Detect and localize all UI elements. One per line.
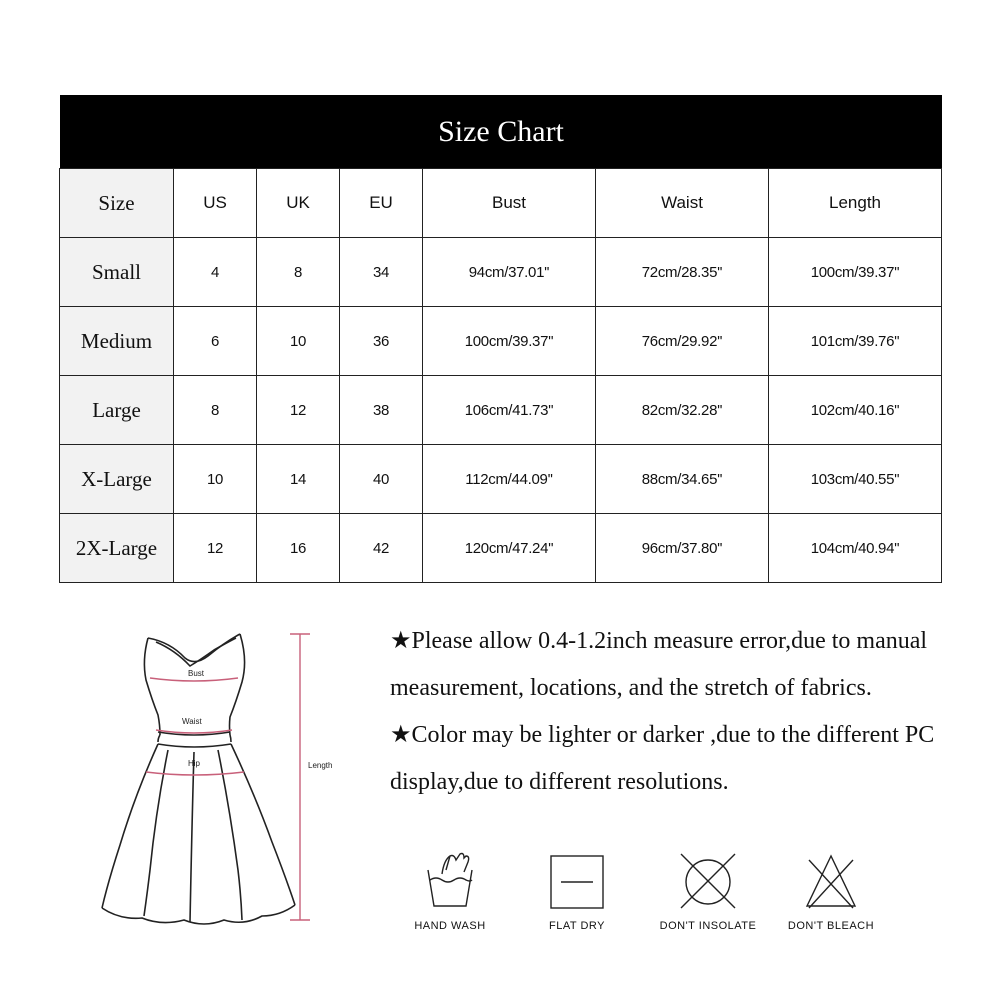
size-name-cell: 2X-Large bbox=[60, 514, 174, 583]
size-name-cell: Large bbox=[60, 376, 174, 445]
bust-cell: 94cm/37.01'' bbox=[423, 238, 596, 307]
eu-cell: 38 bbox=[340, 376, 423, 445]
eu-cell: 36 bbox=[340, 307, 423, 376]
us-cell: 10 bbox=[174, 445, 257, 514]
header-uk: UK bbox=[257, 169, 340, 238]
uk-cell: 8 bbox=[257, 238, 340, 307]
table-row bbox=[60, 445, 942, 514]
header-us: US bbox=[174, 169, 257, 238]
length-cell: 102cm/40.16'' bbox=[769, 376, 942, 445]
waist-cell: 88cm/34.65'' bbox=[596, 445, 769, 514]
size-chart-table bbox=[59, 168, 942, 583]
length-cell: 104cm/40.94'' bbox=[769, 514, 942, 583]
care-dont-bleach bbox=[766, 850, 896, 932]
bust-cell: 106cm/41.73'' bbox=[423, 376, 596, 445]
dont-bleach-icon bbox=[801, 850, 861, 912]
bust-label: Bust bbox=[188, 669, 205, 678]
header-bust: Bust bbox=[423, 169, 596, 238]
dress-measurement-diagram bbox=[90, 620, 360, 940]
uk-cell: 12 bbox=[257, 376, 340, 445]
waist-cell: 76cm/29.92'' bbox=[596, 307, 769, 376]
us-cell: 8 bbox=[174, 376, 257, 445]
header-length: Length bbox=[769, 169, 942, 238]
table-row bbox=[60, 238, 942, 307]
eu-cell: 42 bbox=[340, 514, 423, 583]
eu-cell: 34 bbox=[340, 238, 423, 307]
waist-measure-line bbox=[156, 730, 232, 733]
bust-cell: 112cm/44.09'' bbox=[423, 445, 596, 514]
dont-bleach-label: DON'T BLEACH bbox=[787, 920, 875, 932]
table-row bbox=[60, 376, 942, 445]
size-name-cell: X-Large bbox=[60, 445, 174, 514]
hip-measure-line bbox=[146, 772, 244, 775]
size-name-cell: Small bbox=[60, 238, 174, 307]
length-label: Length bbox=[308, 761, 333, 770]
waist-label: Waist bbox=[182, 717, 202, 726]
bust-measure-line bbox=[150, 678, 238, 681]
header-size: Size bbox=[60, 169, 174, 238]
dont-insolate-icon bbox=[675, 850, 741, 912]
waist-cell: 82cm/32.28'' bbox=[596, 376, 769, 445]
care-dont-insolate bbox=[643, 850, 773, 932]
bust-cell: 100cm/39.37'' bbox=[423, 307, 596, 376]
care-flat-dry bbox=[512, 850, 642, 932]
uk-cell: 10 bbox=[257, 307, 340, 376]
hand-wash-icon bbox=[420, 850, 480, 912]
us-cell: 12 bbox=[174, 514, 257, 583]
waist-cell: 96cm/37.80'' bbox=[596, 514, 769, 583]
dont-insolate-label: DON'T INSOLATE bbox=[659, 920, 757, 932]
length-cell: 100cm/39.37'' bbox=[769, 238, 942, 307]
size-chart-title: Size Chart bbox=[60, 95, 942, 168]
hip-label: Hip bbox=[188, 759, 201, 768]
table-header-row bbox=[60, 169, 942, 238]
bust-cell: 120cm/47.24'' bbox=[423, 514, 596, 583]
table-row bbox=[60, 307, 942, 376]
flat-dry-icon bbox=[547, 850, 607, 912]
length-cell: 101cm/39.76'' bbox=[769, 307, 942, 376]
table-row bbox=[60, 514, 942, 583]
flat-dry-label: FLAT DRY bbox=[549, 920, 605, 932]
size-name-cell: Medium bbox=[60, 307, 174, 376]
note-measure-error: ★Please allow 0.4-1.2inch measure error,due to manual measurement, locations, and the stretch of fabrics. bbox=[390, 628, 928, 701]
us-cell: 6 bbox=[174, 307, 257, 376]
note-color-difference: ★Color may be lighter or darker ,due to the different PC display,due to different resolutions. bbox=[390, 722, 935, 795]
uk-cell: 14 bbox=[257, 445, 340, 514]
header-waist: Waist bbox=[596, 169, 769, 238]
measurement-notes bbox=[390, 618, 950, 806]
waist-cell: 72cm/28.35'' bbox=[596, 238, 769, 307]
header-eu: EU bbox=[340, 169, 423, 238]
uk-cell: 16 bbox=[257, 514, 340, 583]
care-hand-wash bbox=[385, 850, 515, 932]
length-cell: 103cm/40.55'' bbox=[769, 445, 942, 514]
hand-wash-label: HAND WASH bbox=[414, 920, 486, 932]
us-cell: 4 bbox=[174, 238, 257, 307]
eu-cell: 40 bbox=[340, 445, 423, 514]
